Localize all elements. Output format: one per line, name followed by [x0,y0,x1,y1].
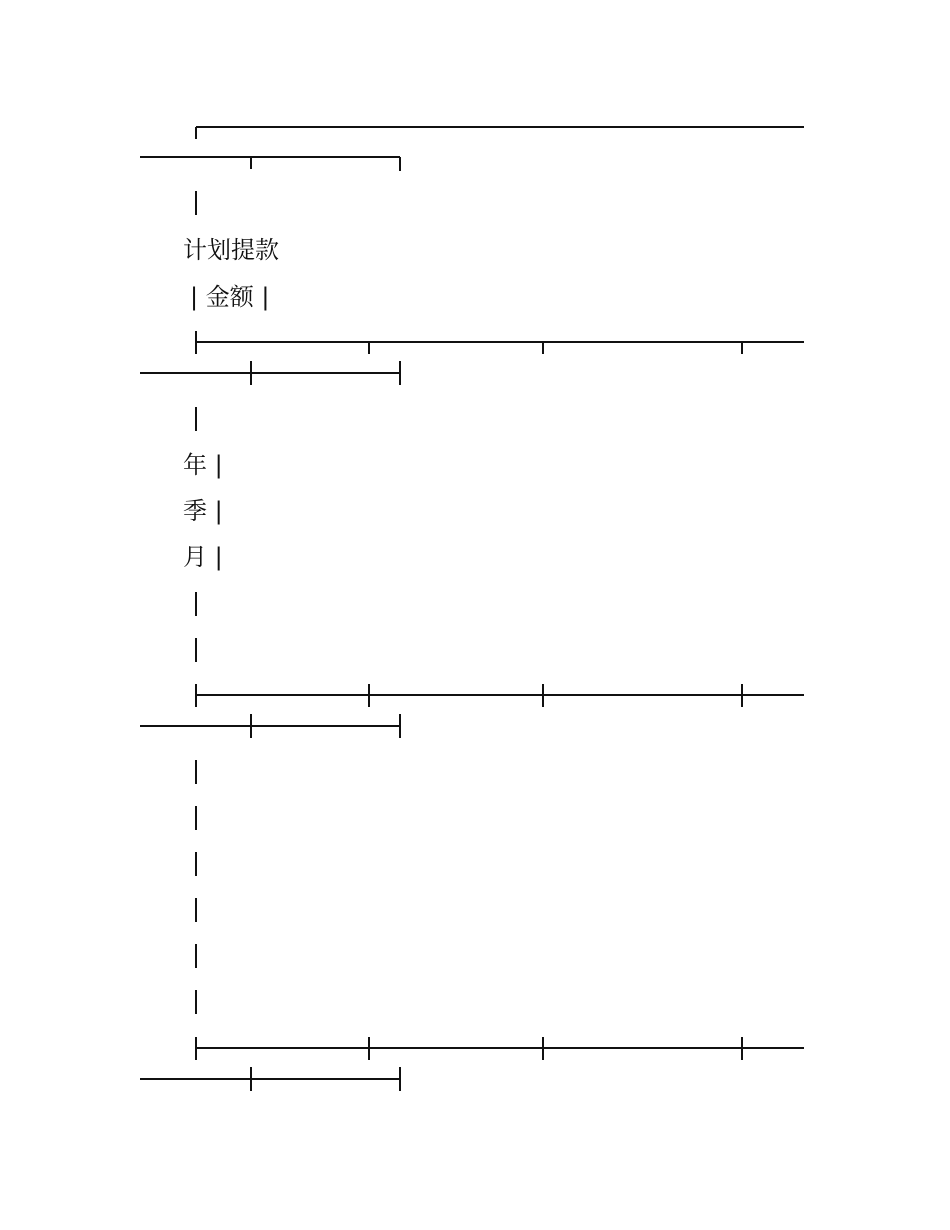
header-label-amount: | 金额 | [190,283,270,311]
period-label-quarter: 季 | [183,497,223,525]
header-label-planned-withdrawal: 计划提款 [183,236,279,264]
period-label-year: 年 | [183,451,223,479]
period-label-month: 月 | [183,543,223,571]
